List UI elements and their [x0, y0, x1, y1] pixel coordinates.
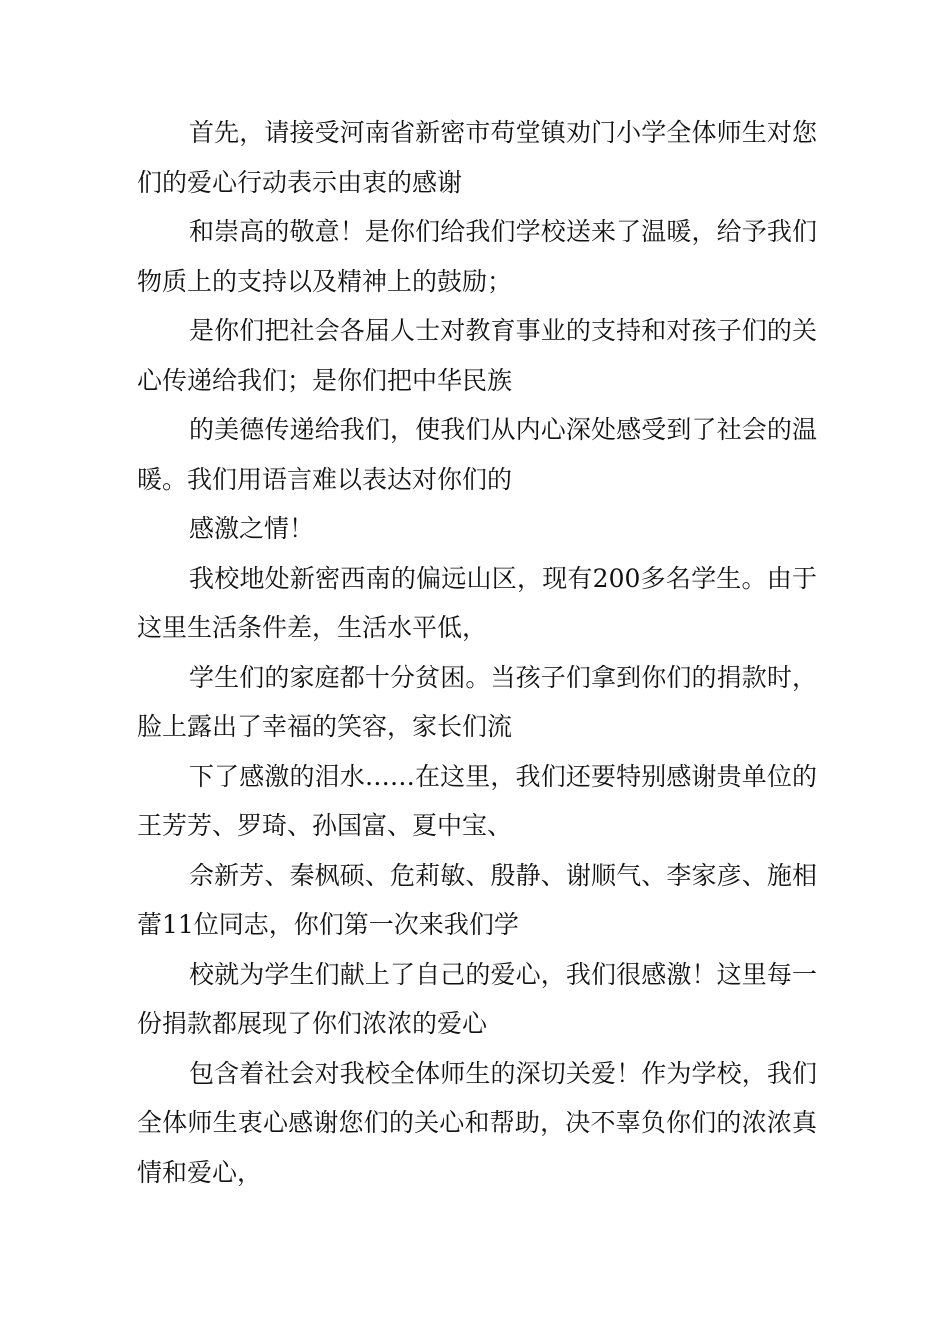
- paragraph: 下了感激的泪水……在这里，我们还要特别感谢贵单位的王芳芳、罗琦、孙国富、夏中宝、: [137, 761, 817, 840]
- paragraph: 我校地处新密西南的偏远山区，现有200多名学生。由于这里生活条件差，生活水平低，: [137, 563, 817, 642]
- paragraph: 感激之情！: [189, 514, 315, 543]
- paragraph: 佘新芳、秦枫硕、危莉敏、殷静、谢顺气、李家彦、施相蕾11位同志，你们第一次来我们学: [137, 860, 817, 939]
- paragraph: 校就为学生们献上了自己的爱心，我们很感激！这里每一份捐款都展现了你们浓浓的爱心: [137, 959, 817, 1038]
- paragraph: 是你们把社会各届人士对教育事业的支持和对孩子们的关心传递给我们；是你们把中华民族: [137, 316, 817, 395]
- document-body: [137, 108, 817, 1197]
- paragraph: 首先，请接受河南省新密市苟堂镇劝门小学全体师生对您们的爱心行动表示由衷的感谢: [137, 118, 817, 197]
- paragraph: 和崇高的敬意！是你们给我们学校送来了温暖，给予我们物质上的支持以及精神上的鼓励；: [137, 217, 817, 296]
- paragraph: 学生们的家庭都十分贫困。当孩子们拿到你们的捐款时，脸上露出了幸福的笑容，家长们流: [137, 662, 817, 741]
- paragraph: 包含着社会对我校全体师生的深切关爱！作为学校，我们全体师生衷心感谢您们的关心和帮助，决不辜负你们的浓浓真情和爱心，: [137, 1058, 817, 1187]
- paragraph: 的美德传递给我们，使我们从内心深处感受到了社会的温暖。我们用语言难以表达对你们的: [137, 415, 817, 494]
